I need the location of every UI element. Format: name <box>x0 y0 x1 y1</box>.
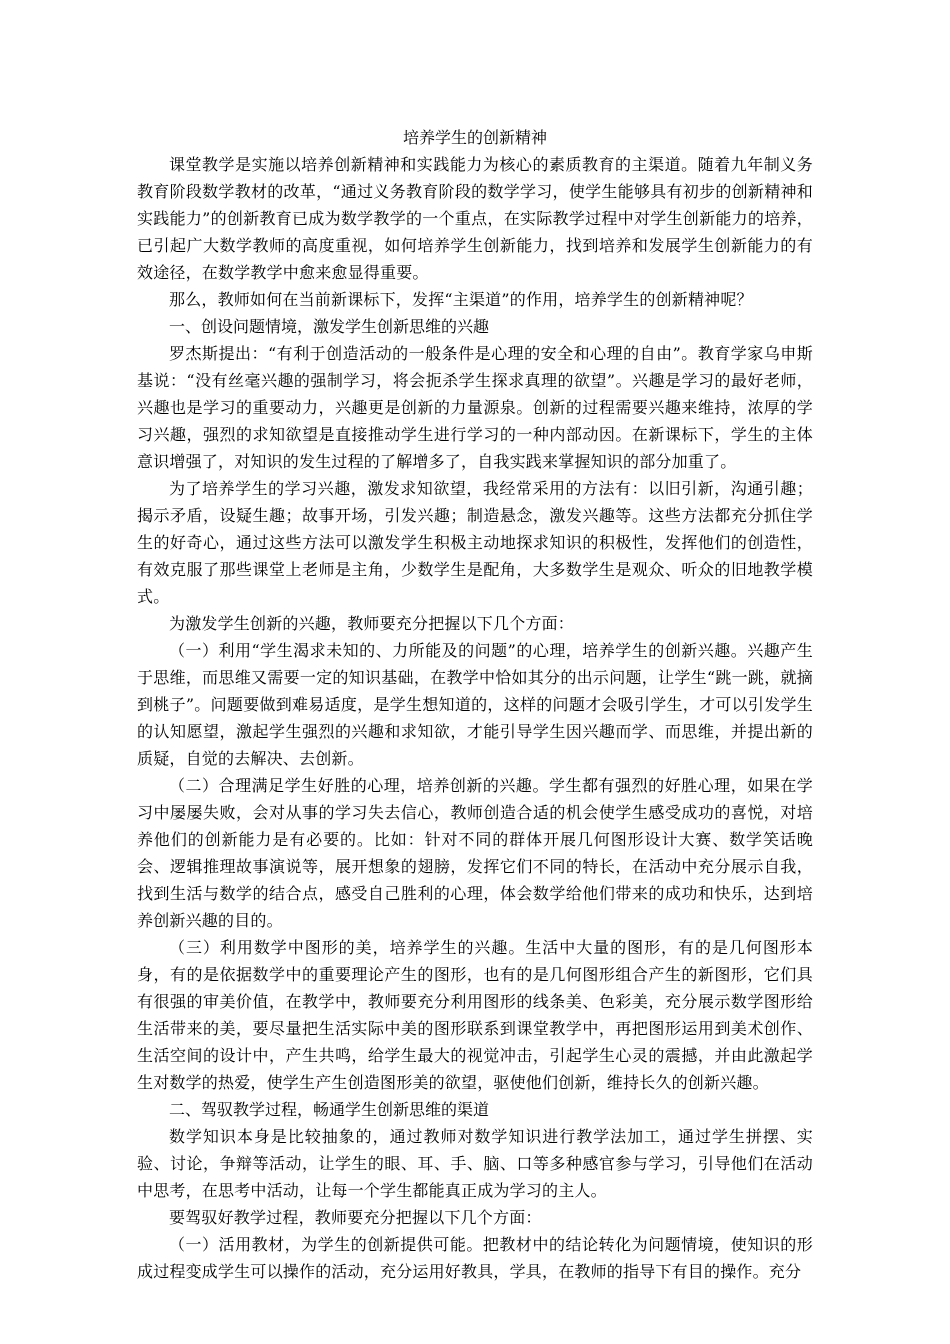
paragraph-aspect-3: （三）利用数学中图形的美，培养学生的兴趣。生活中大量的图形，有的是几何图形本身，有的是依据数学中的重要理论产生的图形，也有的是几何图形组合产生的新图形，它们具有很强的审美价值，在教学中，教师要充分利用图形的线条美、色彩美，充分展示数学图形给生活带来的美，要尽量把生活实际中美的图形联系到课堂教学中，再把图形运用到美术创作、生活空间的设计中，产生共鸣，给学生最大的视觉冲击，引起学生心灵的震撼，并由此激起学生对数学的热爱，使学生产生创造图形美的欲望，驱使他们创新，维持长久的创新兴趣。 <box>137 938 813 1092</box>
paragraph-question: 那么，教师如何在当前新课标下，发挥“主渠道”的作用，培养学生的创新精神呢？ <box>169 290 753 309</box>
paragraph-control-intro: 要驾驭好教学过程，教师要充分把握以下几个方面： <box>169 1208 542 1227</box>
document-title: 培养学生的创新精神 <box>402 128 547 147</box>
paragraph-aspect-2: （二）合理满足学生好胜的心理，培养创新的兴趣。学生都有强烈的好胜心理，如果在学习中屡屡失败，会对从事的学习失去信心，教师创造合适的机会使学生感受成功的喜悦，对培养他们的创新能力是有必要的。比如：针对不同的群体开展几何图形设计大赛、数学笑话晚会、逻辑推理故事演说等，展开想象的翅膀，发挥它们不同的特长，在活动中充分展示自我，找到生活与数学的结合点，感受自己胜利的心理，体会数学给他们带来的成功和快乐，达到培养创新兴趣的目的。 <box>137 776 813 930</box>
paragraph-intro: 课堂教学是实施以培养创新精神和实践能力为核心的素质教育的主渠道。随着九年制义务教育阶段数学教材的改革，“通过义务教育阶段的数学学习，使学生能够具有初步的创新精神和实践能力”的创新教育已成为数学教学的一个重点，在实际教学过程中对学生创新能力的培养，已引起广大数学教师的高度重视，如何培养学生创新能力，找到培养和发展学生创新能力的有效途径，在数学教学中愈来愈显得重要。 <box>137 155 813 282</box>
paragraph-abstract-knowledge: 数学知识本身是比较抽象的，通过教师对数学知识进行教学法加工，通过学生拼摆、实验、讨论，争辩等活动，让学生的眼、耳、手、脑、口等多种感官参与学习，引导他们在活动中思考，在思考中活动，让每一个学生都能真正成为学习的主人。 <box>137 1127 813 1200</box>
paragraph-aspect-1: （一）利用“学生渴求未知的、力所能及的问题”的心理，培养学生的创新兴趣。兴趣产生于思维，而思维又需要一定的知识基础，在教学中恰如其分的出示问题，让学生“跳一跳，就摘到桃子”。问题要做到难易适度，是学生想知道的，这样的问题才会吸引学生，才可以引发学生的认知愿望，激起学生强烈的兴趣和求知欲，才能引导学生因兴趣而学、而思维，并提出新的质疑，自觉的去解决、去创新。 <box>137 641 813 768</box>
paragraph-aspects-intro: 为激发学生创新的兴趣，教师要充分把握以下几个方面： <box>169 614 575 633</box>
document-body <box>137 124 813 1285</box>
paragraph-control-1: （一）活用教材，为学生的创新提供可能。把教材中的结论转化为问题情境，使知识的形成过程变成学生可以操作的活动，充分运用好教具，学具，在教师的指导下有目的操作。充分 <box>137 1235 813 1281</box>
paragraph-methods: 为了培养学生的学习兴趣，激发求知欲望，我经常采用的方法有：以旧引新，沟通引趣；揭示矛盾，设疑生趣；故事开场，引发兴趣；制造悬念，激发兴趣等。这些方法都充分抓住学生的好奇心，通过这些方法可以激发学生积极主动地探求知识的积极性，发挥他们的创造性，有效克服了那些课堂上老师是主角，少数学生是配角，大多数学生是观众、听众的旧地教学模式。 <box>137 479 813 606</box>
section-heading-1: 一、创设问题情境，激发学生创新思维的兴趣 <box>169 317 490 336</box>
section-heading-2: 二、驾驭教学过程，畅通学生创新思维的渠道 <box>169 1100 490 1119</box>
paragraph-rogers: 罗杰斯提出：“有利于创造活动的一般条件是心理的安全和心理的自由”。教育学家乌申斯基说：“没有丝毫兴趣的强制学习，将会扼杀学生探求真理的欲望”。兴趣是学习的最好老师，兴趣也是学习的重要动力，兴趣更是创新的力量源泉。创新的过程需要兴趣来维持，浓厚的学习兴趣，强烈的求知欲望是直接推动学生进行学习的一种内部动因。在新课标下，学生的主体意识增强了，对知识的发生过程的了解增多了，自我实践来掌握知识的部分加重了。 <box>137 344 813 471</box>
